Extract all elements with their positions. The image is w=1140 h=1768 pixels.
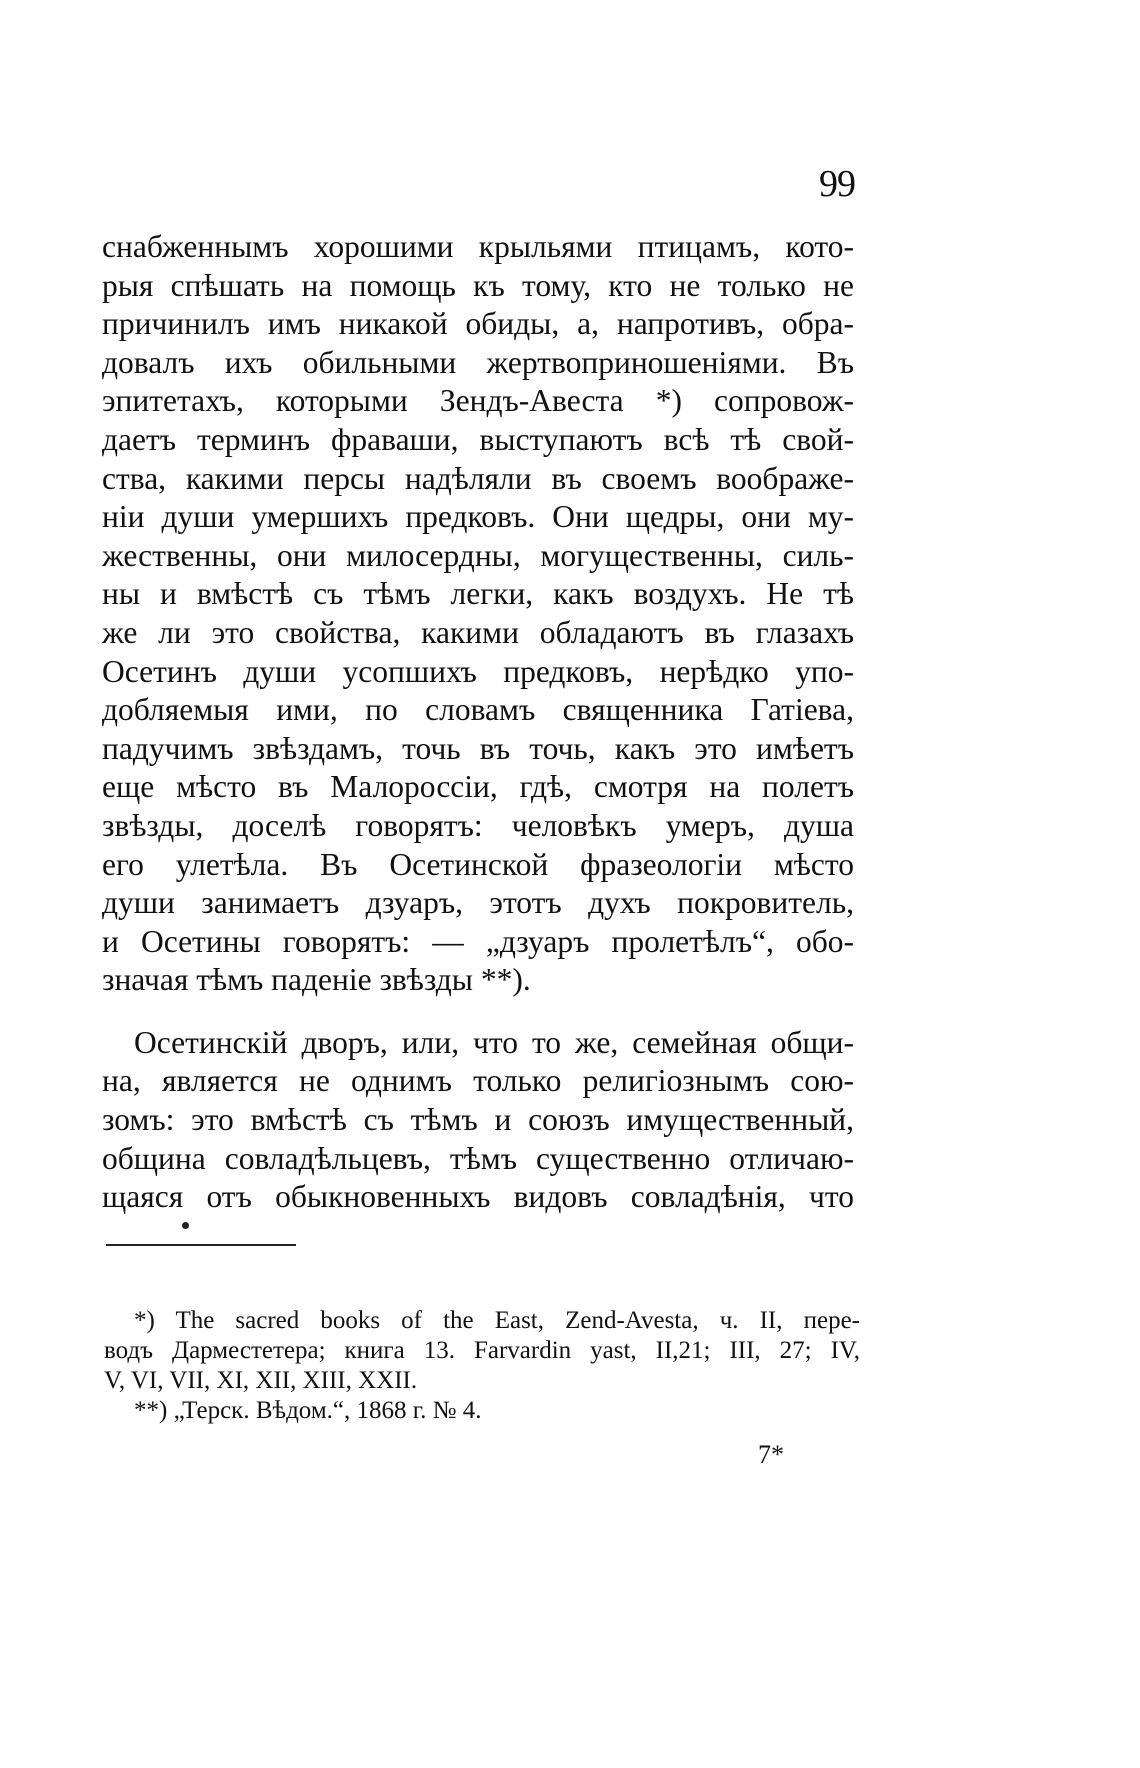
text-line: эпитетахъ, которыми Зендъ-Авеста *) сопровож- (102, 383, 854, 419)
text-line: же ли это свойства, какими обладаютъ въ глазахъ (102, 614, 854, 650)
text-line: падучимъ звѣздамъ, точь въ точь, какъ это имѣетъ (102, 730, 854, 766)
text-line: щаяся отъ обыкновенныхъ видовъ совладѣнія, что (102, 1179, 854, 1215)
text-line: даетъ терминъ фраваши, выступаютъ всѣ тѣ свой- (102, 421, 854, 457)
footnote-line: **) „Терск. Вѣдом.“, 1868 г. № 4. (134, 1397, 482, 1424)
footnote-line: водъ Дарместетера; книга 13. Farvardin yast, II,21; III, 27; IV, (104, 1337, 860, 1364)
text-line: значая тѣмъ паденіе звѣзды **). (102, 962, 531, 998)
text-line: зомъ: это вмѣстѣ съ тѣмъ и союзъ имущественный, (102, 1102, 854, 1138)
text-line: снабженнымъ хорошими крыльями птицамъ, кото- (102, 229, 854, 264)
text-line: ніи души умершихъ предковъ. Они щедры, они му- (102, 499, 854, 535)
text-line: звѣзды, доселѣ говорятъ: человѣкъ умеръ, душа (102, 807, 854, 843)
footnotes (104, 1306, 860, 1426)
text-line: община совладѣльцевъ, тѣмъ существенно отличаю- (102, 1140, 854, 1176)
text-line: ны и вмѣстѣ съ тѣмъ легки, какъ воздухъ. Не тѣ (102, 576, 854, 612)
text-line: его улетѣла. Въ Осетинской фразеологіи мѣсто (102, 846, 854, 882)
text-line: Осетинъ души усопшихъ предковъ, нерѣдко упо- (102, 653, 854, 689)
footnote-line: V, VI, VII, XI, XII, XIII, XXII. (104, 1367, 418, 1394)
text-line: души занимаетъ дзуаръ, этотъ духъ покровитель, (102, 885, 854, 921)
text-line: довалъ ихъ обильными жертвоприношеніями. Въ (102, 344, 854, 380)
main-text (102, 228, 854, 1217)
text-line: причинилъ имъ никакой обиды, а, напротивъ, обра- (102, 306, 854, 342)
text-line: на, является не однимъ только религіознымъ сою- (102, 1063, 854, 1099)
footnote-line: *) The sacred books of the East, Zend-Avesta, ч. II, пере- (134, 1307, 860, 1334)
text-line: рыя спѣшать на помощь къ тому, кто не только не (102, 267, 854, 303)
text-line: ства, какими персы надѣляли въ своемъ воображе- (102, 460, 854, 496)
text-line: еще мѣсто въ Малороссіи, гдѣ, смотря на полетъ (102, 769, 854, 805)
signature-mark: 7* (758, 1440, 784, 1469)
text-line: добляемыя ими, по словамъ священника Гатіева, (102, 692, 854, 728)
footnote-separator (106, 1244, 296, 1249)
separator-dot (182, 1222, 189, 1229)
text-line: Осетинскій дворъ, или, что то же, семейная общи- (134, 1024, 854, 1060)
text-line: и Осетины говорятъ: — „дзуаръ пролетѣлъ“, обо- (102, 923, 854, 959)
text-line: жественны, они милосердны, могущественны, силь- (102, 537, 854, 573)
page-number: 99 (819, 163, 855, 205)
paragraph-gap (102, 1000, 854, 1024)
